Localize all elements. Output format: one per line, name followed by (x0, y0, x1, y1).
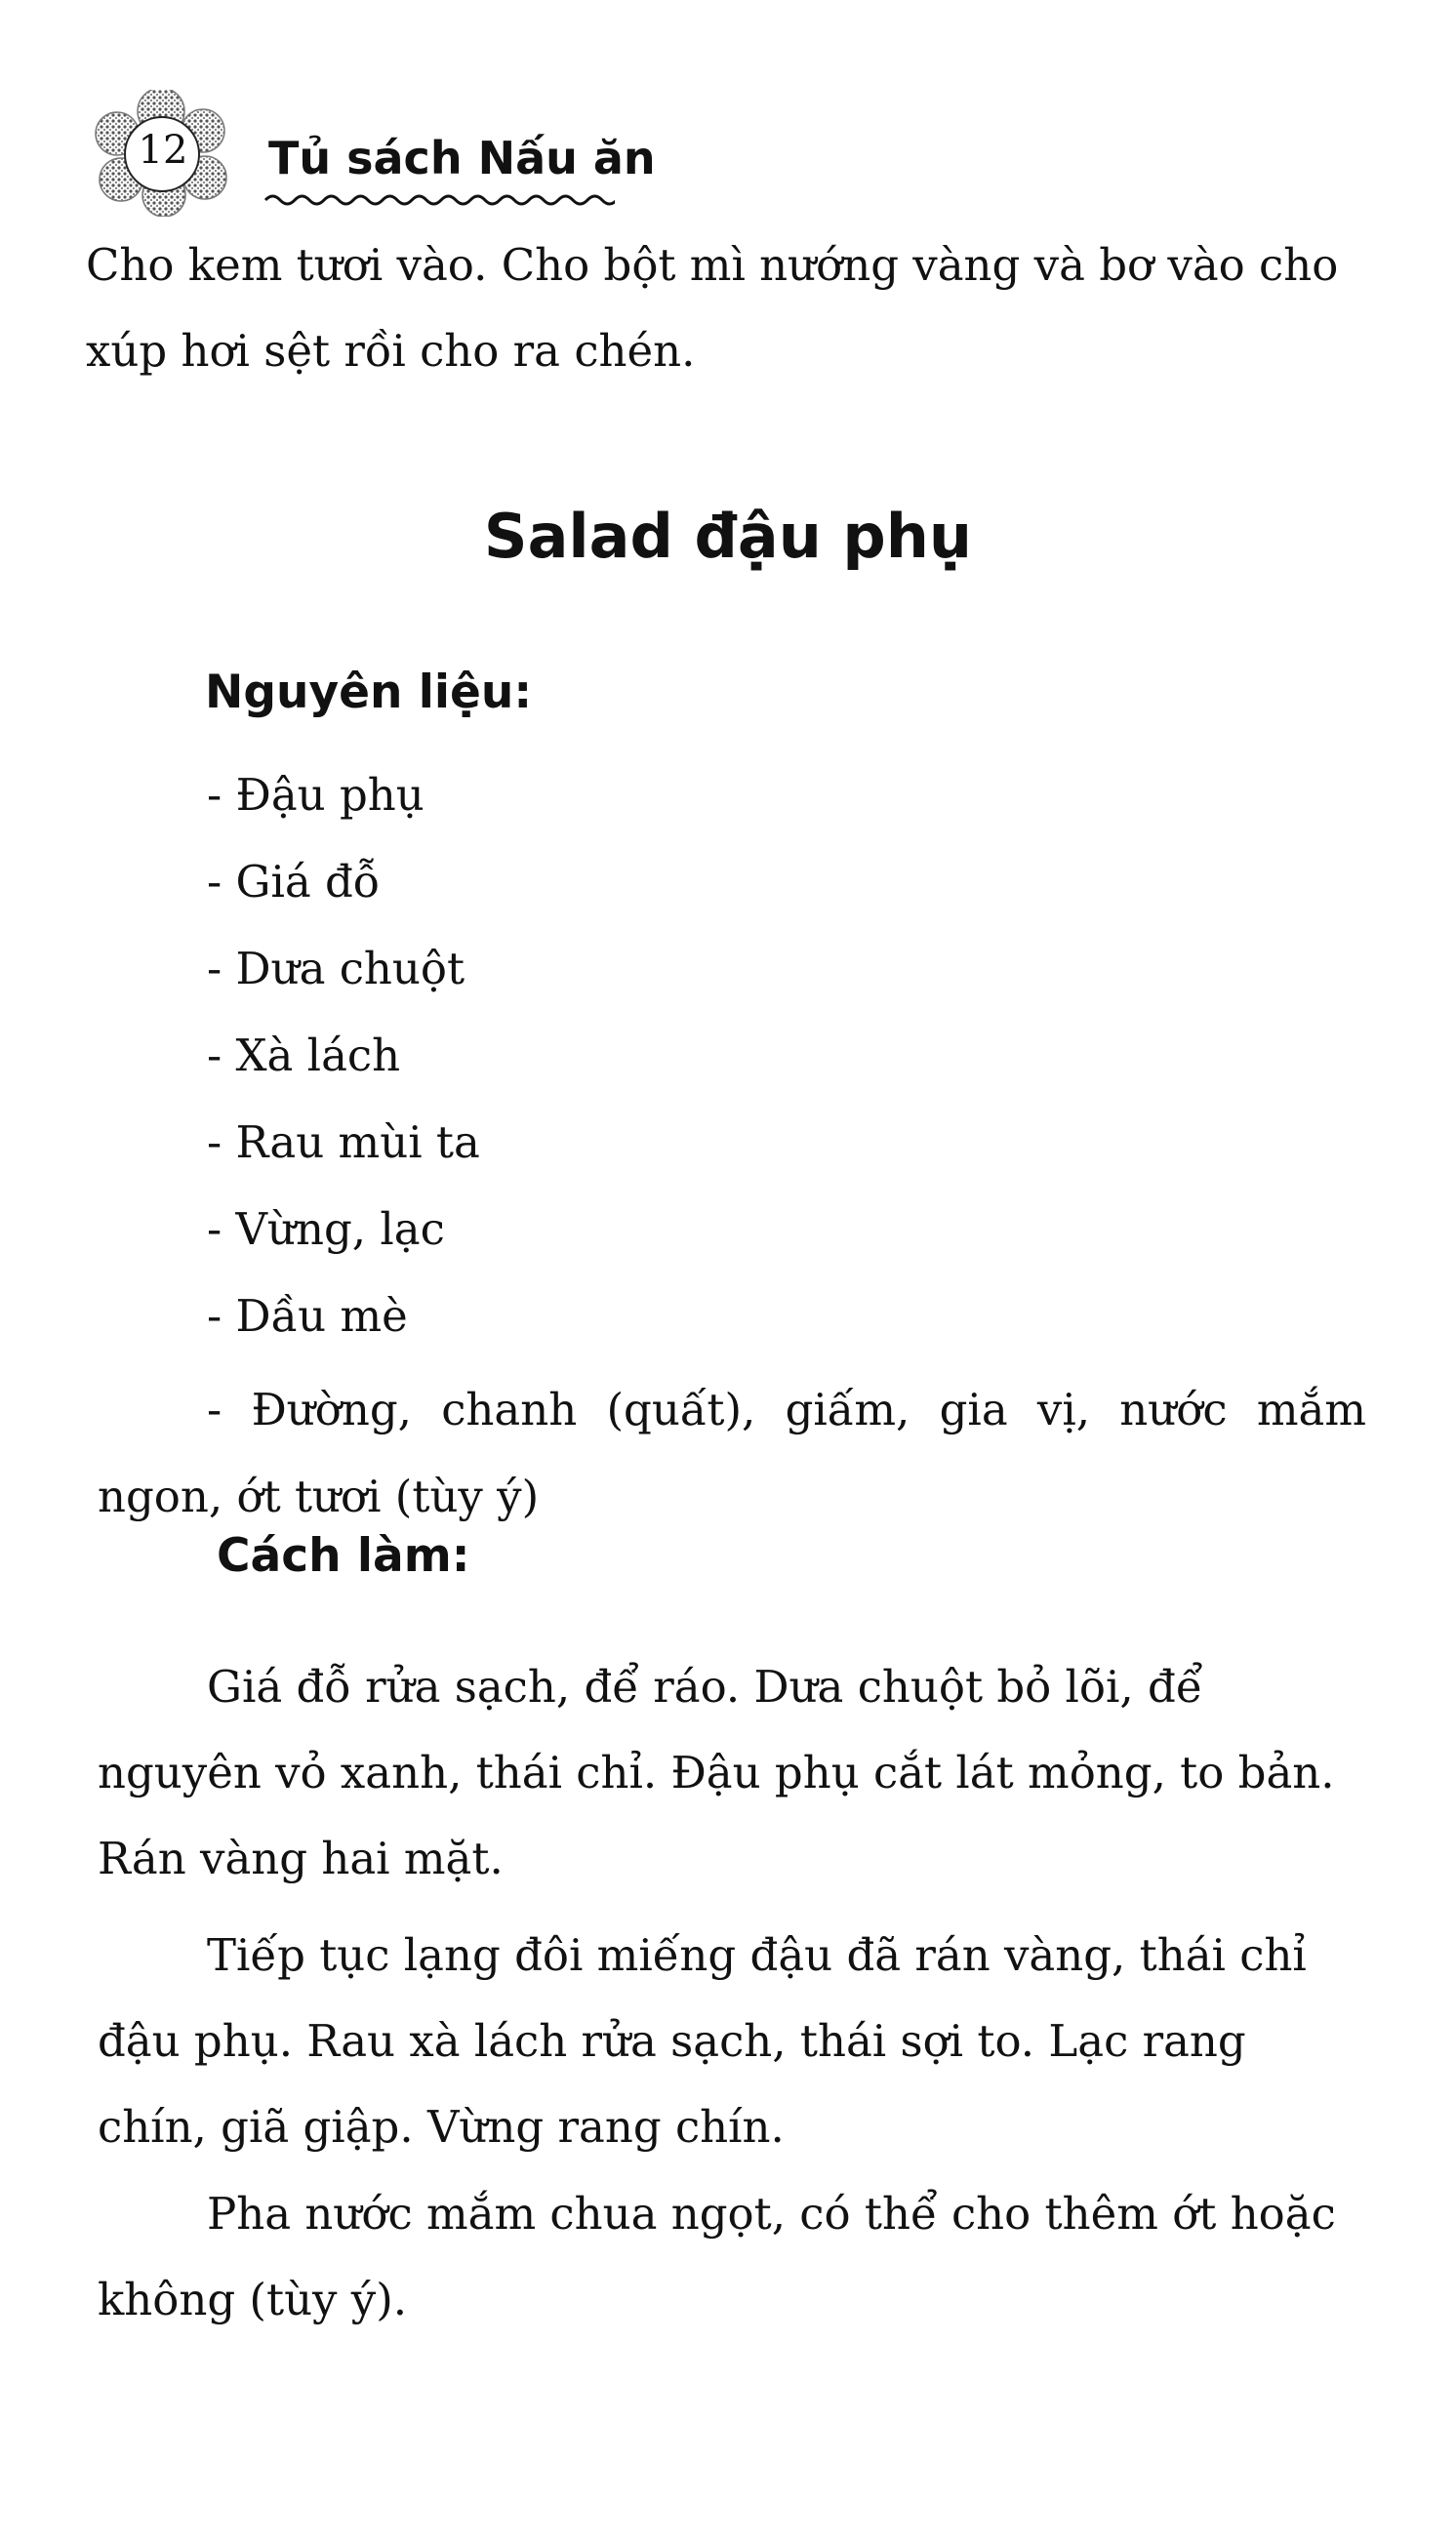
ingredients-list (207, 751, 1378, 1359)
ingredients-heading: Nguyên liệu: (205, 666, 533, 719)
recipe-title: Salad đậu phụ (483, 501, 973, 572)
running-title: Tủ sách Nấu ăn (268, 132, 656, 184)
list-item: - Xà lách (207, 1030, 401, 1081)
page-header (88, 90, 656, 217)
intro-paragraph: Cho kem tươi vào. Cho bột mì nướng vàng và bơ vào cho xúp hơi sệt rồi cho ra chén. (86, 239, 1339, 377)
method-step-2: Tiếp tục lạng đôi miếng đậu đã rán vàng, thái chỉ đậu phụ. Rau xà lách rửa sạch, thái sợi to. Lạc rang chín, giã giập. Vừng rang chín. (98, 1929, 1307, 2153)
page-number: 12 (138, 128, 188, 173)
method-step-1: Giá đỗ rửa sạch, để ráo. Dưa chuột bỏ lõi, để nguyên vỏ xanh, thái chỉ. Đậu phụ cắt lát mỏng, to bản. Rán vàng hai mặt. (98, 1661, 1335, 1884)
list-item: - Vừng, lạc (207, 1203, 445, 1255)
list-item: - Dầu mè (207, 1290, 408, 1342)
ingredient-seasonings: - Đường, chanh (quất), giấm, gia vị, nước mắm ngon, ớt tươi (tùy ý) (98, 1384, 1366, 1522)
wavy-underline-icon (263, 189, 615, 211)
list-item: - Rau mùi ta (207, 1116, 480, 1168)
method-step-3: Pha nước mắm chua ngọt, có thể cho thêm ớt hoặc không (tùy ý). (98, 2188, 1336, 2325)
method-heading: Cách làm: (217, 1529, 470, 1583)
list-item: - Đậu phụ (207, 769, 425, 821)
list-item: - Dưa chuột (207, 943, 465, 994)
list-item: - Giá đỗ (207, 856, 381, 908)
